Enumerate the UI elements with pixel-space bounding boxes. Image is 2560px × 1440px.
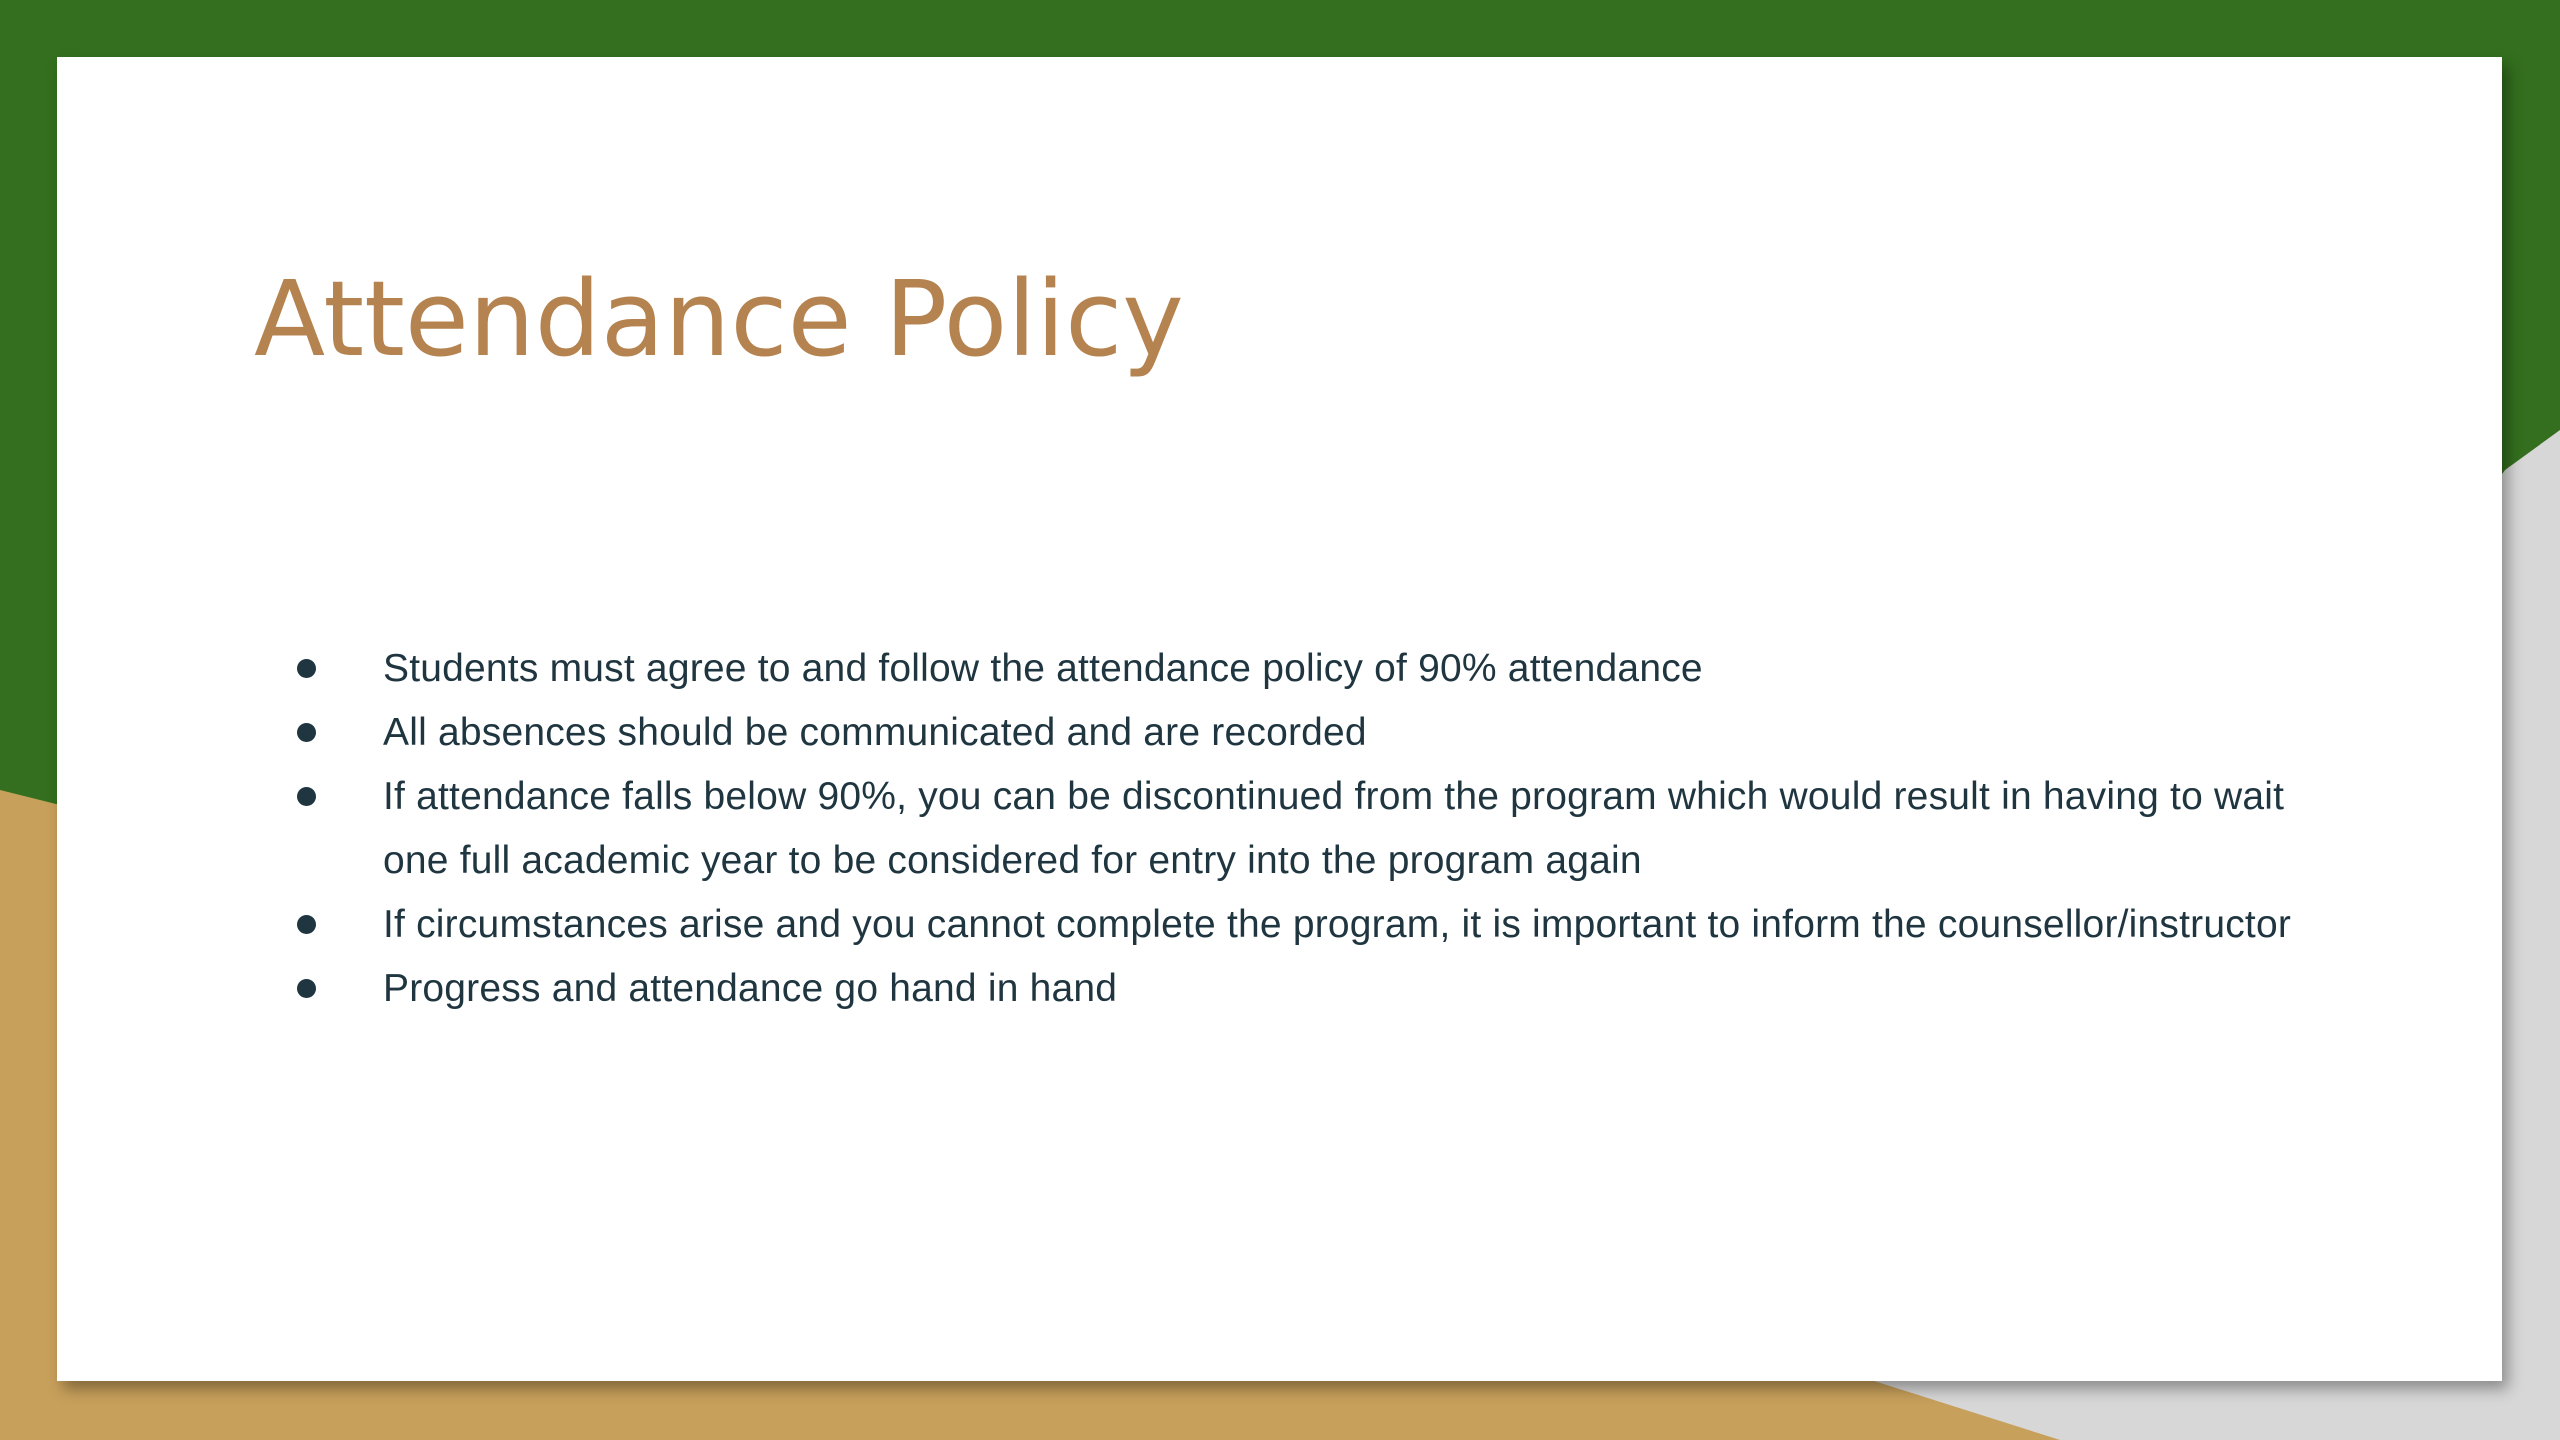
bullet-text: Progress and attendance go hand in hand: [383, 967, 1118, 1010]
bullet-list: [57, 637, 2357, 1021]
bullet-text: If circumstances arise and you cannot complete the program, it is important to inform the counsellor/instructor: [383, 903, 2292, 946]
bullet-item: [57, 701, 2357, 765]
bullet-item: [57, 765, 2357, 893]
slide-card: [57, 57, 2502, 1381]
bullet-dot-icon: [297, 915, 316, 934]
bullet-dot-icon: [297, 723, 316, 742]
bullet-item: [57, 957, 2357, 1021]
bullet-dot-icon: [297, 979, 316, 998]
bullet-dot-icon: [297, 787, 316, 806]
bullet-text: Students must agree to and follow the attendance policy of 90% attendance: [383, 647, 1703, 690]
bullet-dot-icon: [297, 659, 316, 678]
bullet-item: [57, 637, 2357, 701]
bullet-item: [57, 893, 2357, 957]
bullet-text: If attendance falls below 90%, you can be discontinued from the program which would result in having to wait one full academic year to be considered for entry into the program again: [383, 775, 2285, 882]
bullet-text: All absences should be communicated and are recorded: [383, 711, 1367, 754]
slide-title: Attendance Policy: [254, 258, 1184, 380]
